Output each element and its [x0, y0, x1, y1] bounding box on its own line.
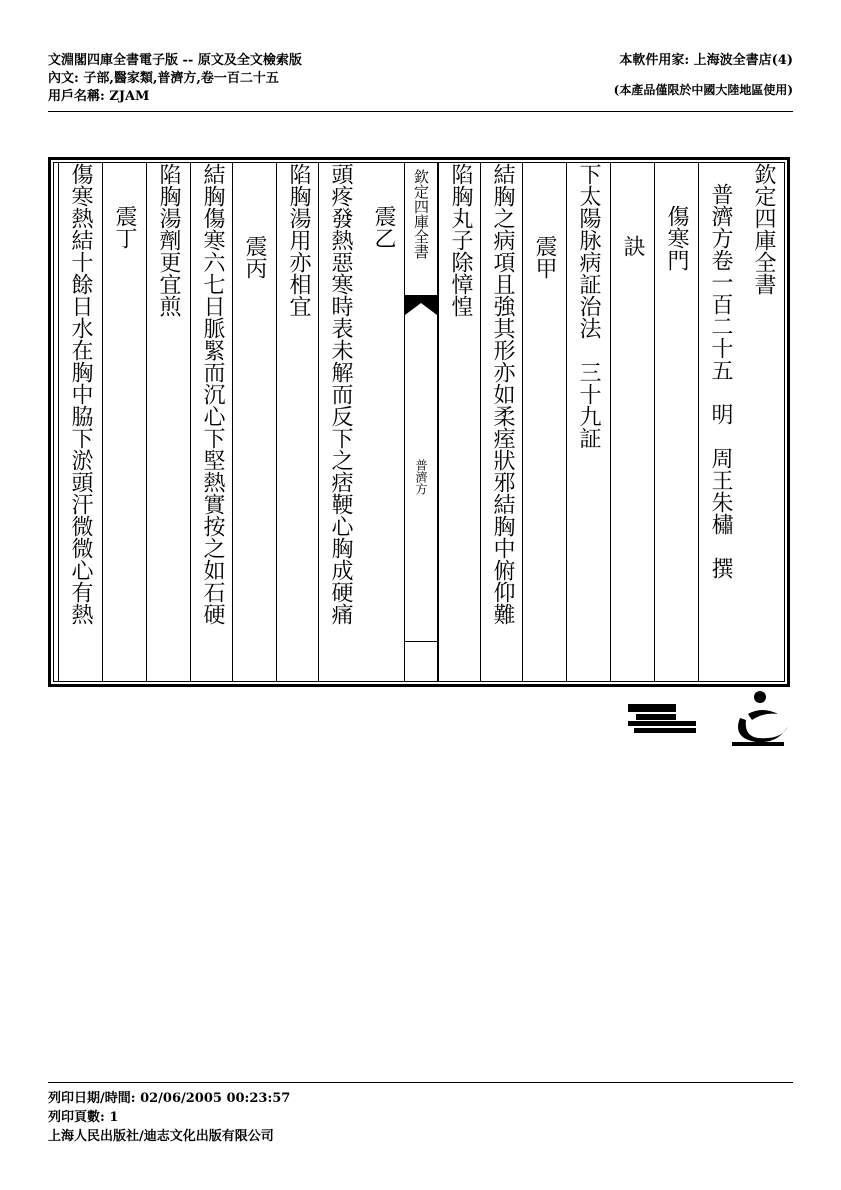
- text-column-10: [318, 163, 361, 681]
- publisher-credit: 上海人民出版社/迪志文化出版有限公司: [48, 1129, 274, 1144]
- print-pages: 列印頁數: 1: [48, 1110, 119, 1125]
- volume-heading: 普濟方卷一百二十五 明 周王朱橚 撰: [708, 183, 733, 579]
- body-text: 頭疼發熱惡寒時表未解而反下之痞鞕心胸成硬痛: [328, 163, 353, 625]
- body-text: 傷寒熱結十餘日水在胸中脇下淤頭汗微微心有熱: [68, 163, 93, 625]
- center-fold: [404, 163, 438, 681]
- text-column-1: [742, 163, 784, 681]
- verse-label: 震丙: [242, 235, 267, 279]
- book-title: 欽定四庫全書: [751, 163, 776, 295]
- text-column-13: [190, 163, 233, 681]
- print-footer: [48, 1082, 793, 1146]
- body-text: 陷胸湯劑更宜煎: [156, 163, 181, 317]
- text-column-4: [610, 163, 653, 681]
- header-region-notice: (本產品僅限於中國大陸地區使用): [613, 83, 793, 97]
- body-text: 結胸之病項且強其形亦如柔痓狀邪結胸中俯仰難: [490, 163, 515, 625]
- text-column-2: [698, 163, 741, 681]
- text-column-15: [102, 163, 145, 681]
- text-column-9: [362, 163, 404, 681]
- verse-label: 震丁: [112, 205, 137, 249]
- verse-label: 震乙: [371, 205, 396, 249]
- text-column-11: [276, 163, 319, 681]
- header-content-path: 內文: 子部,醫家類,普濟方,卷一百二十五: [48, 71, 279, 86]
- subsection-heading: 訣: [620, 235, 645, 257]
- text-column-12: [232, 163, 275, 681]
- text-column-14: [146, 163, 189, 681]
- verse-label: 震甲: [532, 235, 557, 279]
- body-text: 陷胸湯用亦相宜: [286, 163, 311, 317]
- fold-volume-name: 普濟方: [414, 459, 428, 495]
- chapter-heading: 下太陽脉病証治法 三十九証: [576, 163, 601, 449]
- fold-rule: [405, 641, 437, 642]
- publisher-logo-icon: [628, 690, 792, 750]
- header-username: 用戶名稱: ZJAM: [48, 89, 150, 104]
- body-text: 陷胸丸子除慞惶: [448, 163, 473, 317]
- header-right: [614, 52, 793, 99]
- text-column-16: [58, 163, 101, 681]
- header-edition: 文淵閣四庫全書電子版 -- 原文及全文檢索版: [48, 53, 302, 68]
- text-column-7: [480, 163, 523, 681]
- text-column-5: [566, 163, 609, 681]
- text-column-8: [438, 163, 481, 681]
- section-heading: 傷寒門: [664, 205, 689, 271]
- body-text: 結胸傷寒六七日脈緊而沉心下堅熱實按之如石硬: [200, 163, 225, 625]
- text-column-3: [654, 163, 697, 681]
- header-divider: [48, 111, 793, 112]
- header-licensee: 本軟件用家: 上海波全書店(4): [619, 53, 793, 68]
- fold-book-title: 欽定四庫全書: [412, 169, 430, 259]
- header-left: [48, 52, 302, 106]
- fish-tail-icon: [405, 295, 437, 317]
- print-datetime: 列印日期/時間: 02/06/2005 00:23:57: [48, 1091, 291, 1106]
- text-column-6: [522, 163, 565, 681]
